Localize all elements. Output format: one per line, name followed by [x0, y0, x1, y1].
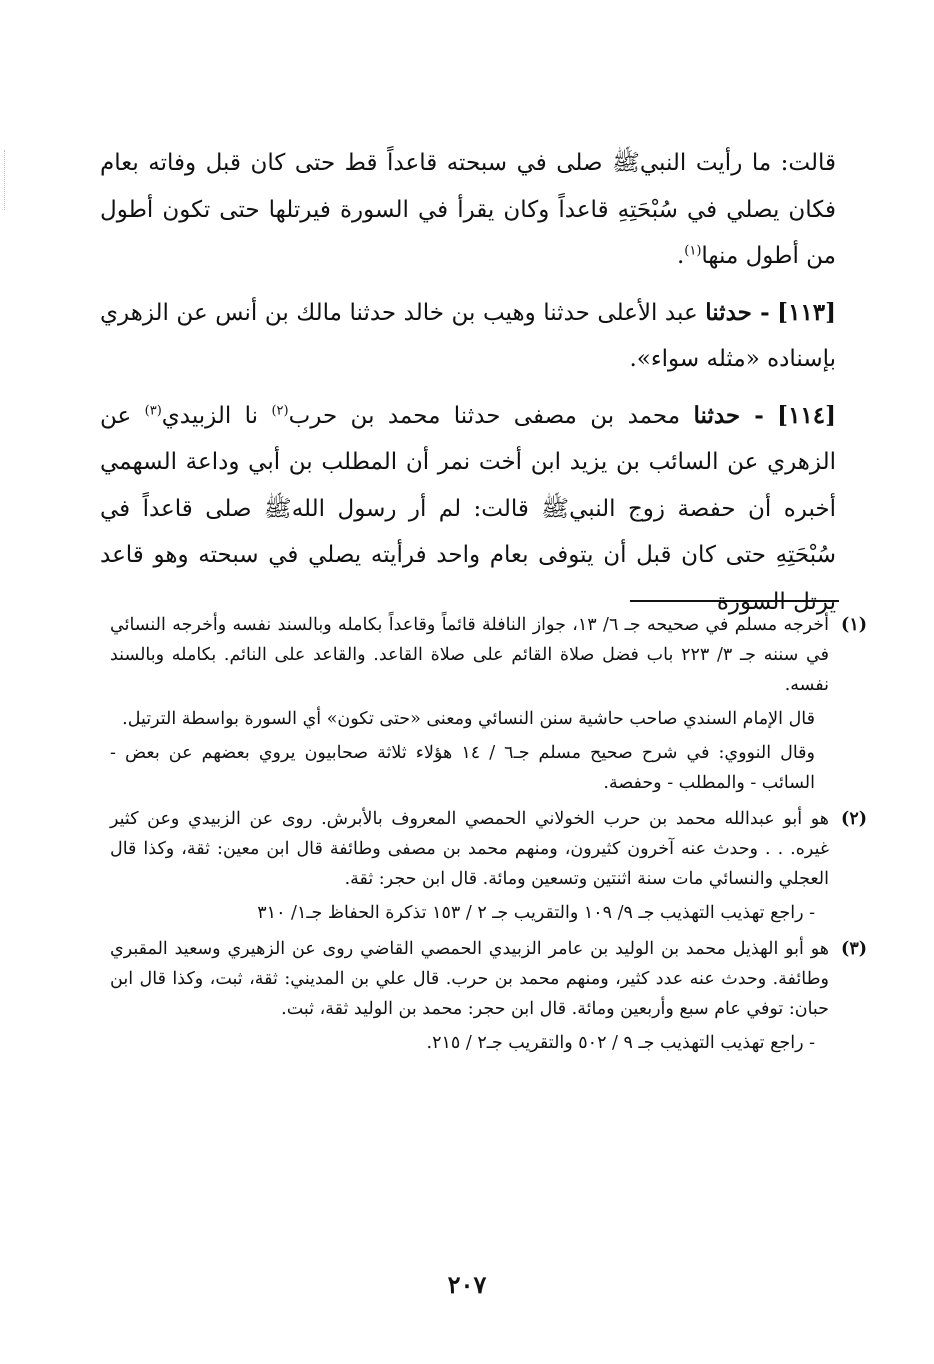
footnote-mark: (٢) [841, 809, 867, 829]
hadith-text: عبد الأعلى حدثنا وهيب بن خالد حدثنا مالك بن أنس عن الزهري بإسناده «مثله سواء». [100, 299, 836, 372]
footnote-mark: (١) [841, 615, 867, 635]
footnote-3 [110, 934, 867, 1058]
footnote-text: - راجع تهذيب التهذيب جـ ٩/ ١٠٩ والتقريب جـ ٢ / ١٥٣ تذكرة الحفاظ جـ١/ ٣١٠ [257, 903, 815, 923]
paragraph-text: قالت: ما رأيت النبيﷺ صلى في سبحته قاعداً قط حتى كان قبل وفاته بعام فكان يصلي في سُبْحَتِهِ قاعداً وكان يقرأ في السورة فيرتلها حتى تكون أطول من أطول منها [100, 150, 836, 269]
hadith-text: عن الزهري عن السائب بن يزيد ابن أخت نمر أن المطلب بن أبي وداعة السهمي أخبره أن حفصة زوج النبيﷺ قالت: لم أر رسول اللهﷺ صلى قاعداً في سُبْحَتِهِ حتى كان قبل أن يتوفى بعام واحد فرأيته يصلي في سبحته وهو قاعد يرتل السورة [100, 402, 836, 615]
hadith-text: محمد بن مصفى حدثنا محمد بن حرب [288, 402, 681, 429]
footnote-mark: (٣) [841, 939, 867, 959]
hadith-number: [١١٤] [777, 401, 837, 429]
footnote-text: هو أبو عبدالله محمد بن حرب الخولاني الحمصي المعروف بالأبرش. روى عن الزبيدي وعن كثير غيره. . . وحدث عنه آخرون كثيرون، ومنهم محمد بن مصفى وطائفة قال ابن معين: ثقة، وكذا قال العجلي والنسائي مات سنة اثنتين وتسعين ومائة. قال ابن حجر: ثقة. [110, 809, 829, 889]
footnote-text: أخرجه مسلم في صحيحه جـ ٦/ ١٣، جواز النافلة قائماً وقاعداً بكامله وبالسند نفسه وأخرجه النسائي في سننه جـ ٣/ ٢٢٣ باب فضل صلاة القائم على صلاة القاعد. والقاعد على النائم. بكامله وبالسند نفسه. [110, 615, 829, 695]
footnote-ref[interactable]: (١) [684, 243, 702, 259]
footnote-text: هو أبو الهذيل محمد بن الوليد بن عامر الزبيدي الحمصي القاضي روى عن الزهيري وسعيد المقبري وطائفة. وحدث عنه عدد كثير، ومنهم محمد بن حرب. قال علي بن المديني: ثقة، ثبت، وكذا قال ابن حبان: توفي عام سبع وأربعين ومائة. قال ابن حجر: محمد بن الوليد ثقة، ثبت. [110, 939, 829, 1019]
paragraph-quote [100, 140, 836, 280]
footnote-text: وقال النووي: في شرح صحيح مسلم جـ٦ / ١٤ هؤلاء ثلاثة صحابيون يروي بعضهم عن بعض - السائب - والمطلب - وحفصة. [110, 743, 815, 793]
hadith-text: نا الزبيدي [161, 402, 259, 429]
hadith-113 [100, 290, 836, 383]
paragraph-end: . [676, 243, 685, 269]
footnote-text: - راجع تهذيب التهذيب جـ ٩ / ٥٠٢ والتقريب جـ٢ / ٢١٥. [426, 1033, 815, 1053]
hadith-lead: - حدثنا [693, 401, 764, 429]
scan-margin-mark [4, 150, 7, 210]
footnote-ref[interactable]: (٢) [271, 402, 289, 418]
footnotes [110, 610, 867, 1064]
footnote-divider [630, 600, 839, 602]
hadith-number: [١١٣] [777, 298, 837, 326]
hadith-lead: - حدثنا [705, 298, 770, 326]
footnote-2 [110, 804, 867, 928]
footnote-text: قال الإمام السندي صاحب حاشية سنن النسائي ومعنى «حتى تكون» أي السورة بواسطة الترتيل. [122, 709, 815, 729]
main-text [100, 140, 836, 635]
page-number: ٢٠٧ [447, 1270, 487, 1299]
footnote-ref[interactable]: (٣) [144, 402, 162, 418]
hadith-114 [100, 393, 836, 626]
footnote-1 [110, 610, 867, 798]
